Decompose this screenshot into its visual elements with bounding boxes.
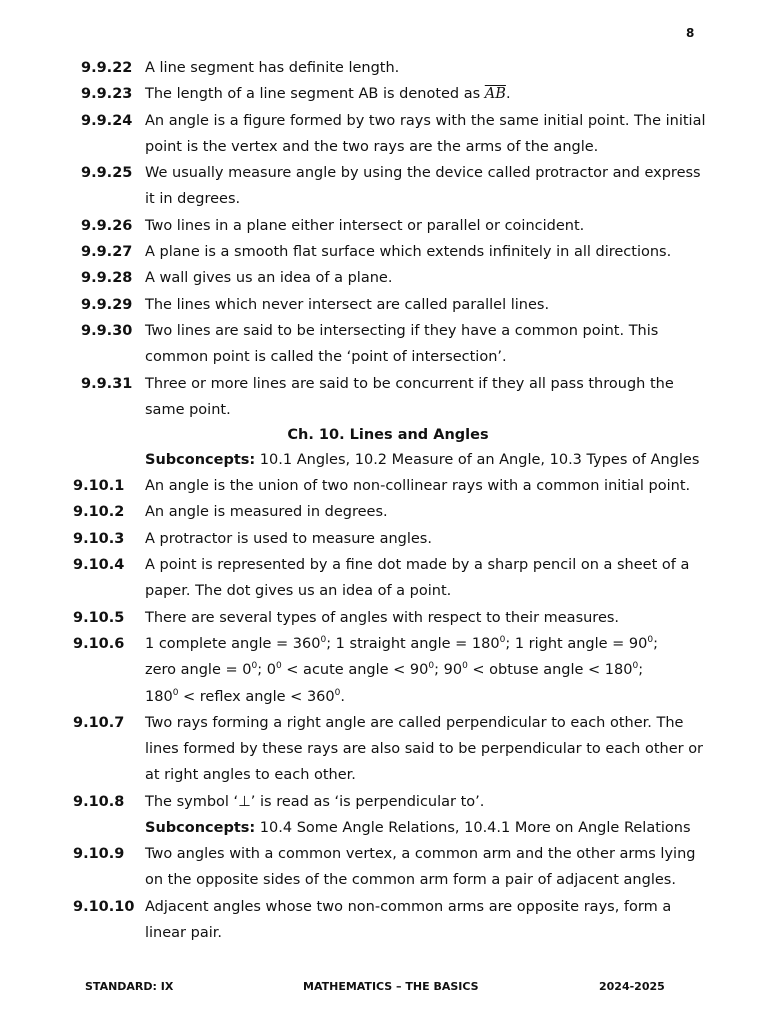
angle-line-3: $180^0$ < reflex angle < $360^0$. xyxy=(145,687,345,705)
page-content xyxy=(0,55,768,946)
list-item xyxy=(0,499,768,525)
item-text: Two lines in a plane either intersect or parallel or coincident. xyxy=(145,217,585,234)
item-number: 9.10.4 xyxy=(73,557,125,574)
subconcepts-line xyxy=(0,815,768,841)
item-number: 9.9.24 xyxy=(81,112,133,129)
item-text: Two angles with a common vertex, a common arm and the other arms lying on the opposite sides of the common arm form a pair of adjacent angles. xyxy=(145,846,696,889)
page-number: 8 xyxy=(686,26,695,40)
item-number: 9.9.26 xyxy=(81,217,133,234)
item-text: We usually measure angle by using the device called protractor and express it in degrees. xyxy=(145,165,701,208)
footer-subject: MATHEMATICS – THE BASICS xyxy=(303,980,479,993)
subconcepts-text: 10.1 Angles, 10.2 Measure of an Angle, 10.3 Types of Angles xyxy=(255,452,700,469)
list-item xyxy=(0,108,768,161)
footer-standard: STANDARD: IX xyxy=(85,980,174,993)
item-text: Adjacent angles whose two non-common arms are opposite rays, form a linear pair. xyxy=(145,898,672,941)
list-item xyxy=(0,213,768,239)
item-number: 9.10.8 xyxy=(73,793,125,810)
item-text: Two rays forming a right angle are called perpendicular to each other. The lines formed by these rays are also said to be perpendicular to each other or at right angles to each other. xyxy=(145,714,704,784)
list-item-angle-measures xyxy=(0,631,768,710)
list-item xyxy=(0,473,768,499)
segment-notation: $\overline{AB}$ xyxy=(484,86,506,103)
item-number: 9.9.25 xyxy=(81,165,133,182)
item-number: 9.9.22 xyxy=(81,60,133,76)
list-item xyxy=(0,239,768,265)
list-item xyxy=(0,789,768,815)
list-item xyxy=(0,160,768,213)
item-number: 9.9.31 xyxy=(81,375,133,392)
item-number: 9.9.27 xyxy=(81,244,133,261)
item-text: An angle is measured in degrees. xyxy=(145,504,388,521)
list-item xyxy=(0,710,768,789)
list-item xyxy=(0,552,768,605)
list-item xyxy=(0,605,768,631)
item-text: There are several types of angles with respect to their measures. xyxy=(145,609,620,626)
item-number: 9.10.1 xyxy=(73,478,125,495)
item-text: An angle is a figure formed by two rays with the same initial point. The initial point is the vertex and the two rays are the arms of the angle. xyxy=(145,112,706,155)
item-number: 9.10.3 xyxy=(73,530,125,547)
item-text: The length of a line segment AB is denoted as xyxy=(145,86,485,103)
item-number: 9.10.9 xyxy=(73,846,125,863)
list-item xyxy=(0,841,768,894)
list-item xyxy=(0,894,768,947)
item-text: A protractor is used to measure angles. xyxy=(145,530,432,547)
item-text: A line segment has definite length. xyxy=(145,60,400,76)
subconcepts-label: Subconcepts: xyxy=(145,452,256,469)
angle-line-2: zero angle = $0^0$; $0^0$ < acute angle < $90^0$; $90^0$ < obtuse angle < $180^0$; xyxy=(145,661,644,679)
chapter-title: Ch. 10. Lines and Angles xyxy=(287,427,489,444)
item-number: 9.9.23 xyxy=(81,86,133,103)
item-number: 9.9.30 xyxy=(81,322,133,339)
item-text: The symbol ‘⊥’ is read as ‘is perpendicular to’. xyxy=(145,793,485,810)
angle-line-1: 1 complete angle = $360^0$; 1 straight angle = $180^0$; 1 right angle = $90^0$; xyxy=(145,634,659,652)
item-number: 9.9.29 xyxy=(81,296,133,313)
item-text: The lines which never intersect are called parallel lines. xyxy=(145,296,550,313)
item-number: 9.10.2 xyxy=(73,504,125,521)
list-item xyxy=(0,292,768,318)
subconcepts-text: 10.4 Some Angle Relations, 10.4.1 More on Angle Relations xyxy=(255,820,691,837)
item-number: 9.10.6 xyxy=(73,635,125,652)
footer-year: 2024-2025 xyxy=(599,980,665,993)
list-item xyxy=(0,55,768,81)
item-text: An angle is the union of two non-collinear rays with a common initial point. xyxy=(145,478,691,495)
list-item xyxy=(0,81,768,107)
item-number: 9.10.5 xyxy=(73,609,125,626)
item-text: Two lines are said to be intersecting if they have a common point. This common point is called the ‘point of intersection’. xyxy=(145,322,659,366)
list-item xyxy=(0,265,768,291)
item-number: 9.10.10 xyxy=(73,898,135,915)
list-item xyxy=(0,318,768,371)
list-item xyxy=(0,371,768,424)
item-text: A point is represented by a fine dot made by a sharp pencil on a sheet of a paper. The dot gives us an idea of a point. xyxy=(145,557,690,600)
list-item xyxy=(0,526,768,552)
item-text: A plane is a smooth flat surface which extends infinitely in all directions. xyxy=(145,244,672,261)
item-number: 9.10.7 xyxy=(73,714,125,731)
item-text: Three or more lines are said to be concurrent if they all pass through the same point. xyxy=(145,375,674,418)
item-text: A wall gives us an idea of a plane. xyxy=(145,270,393,287)
subconcepts-line xyxy=(0,447,768,473)
item-text-end: . xyxy=(505,86,511,103)
subconcepts-label: Subconcepts: xyxy=(145,820,256,837)
item-number: 9.9.28 xyxy=(81,270,133,287)
